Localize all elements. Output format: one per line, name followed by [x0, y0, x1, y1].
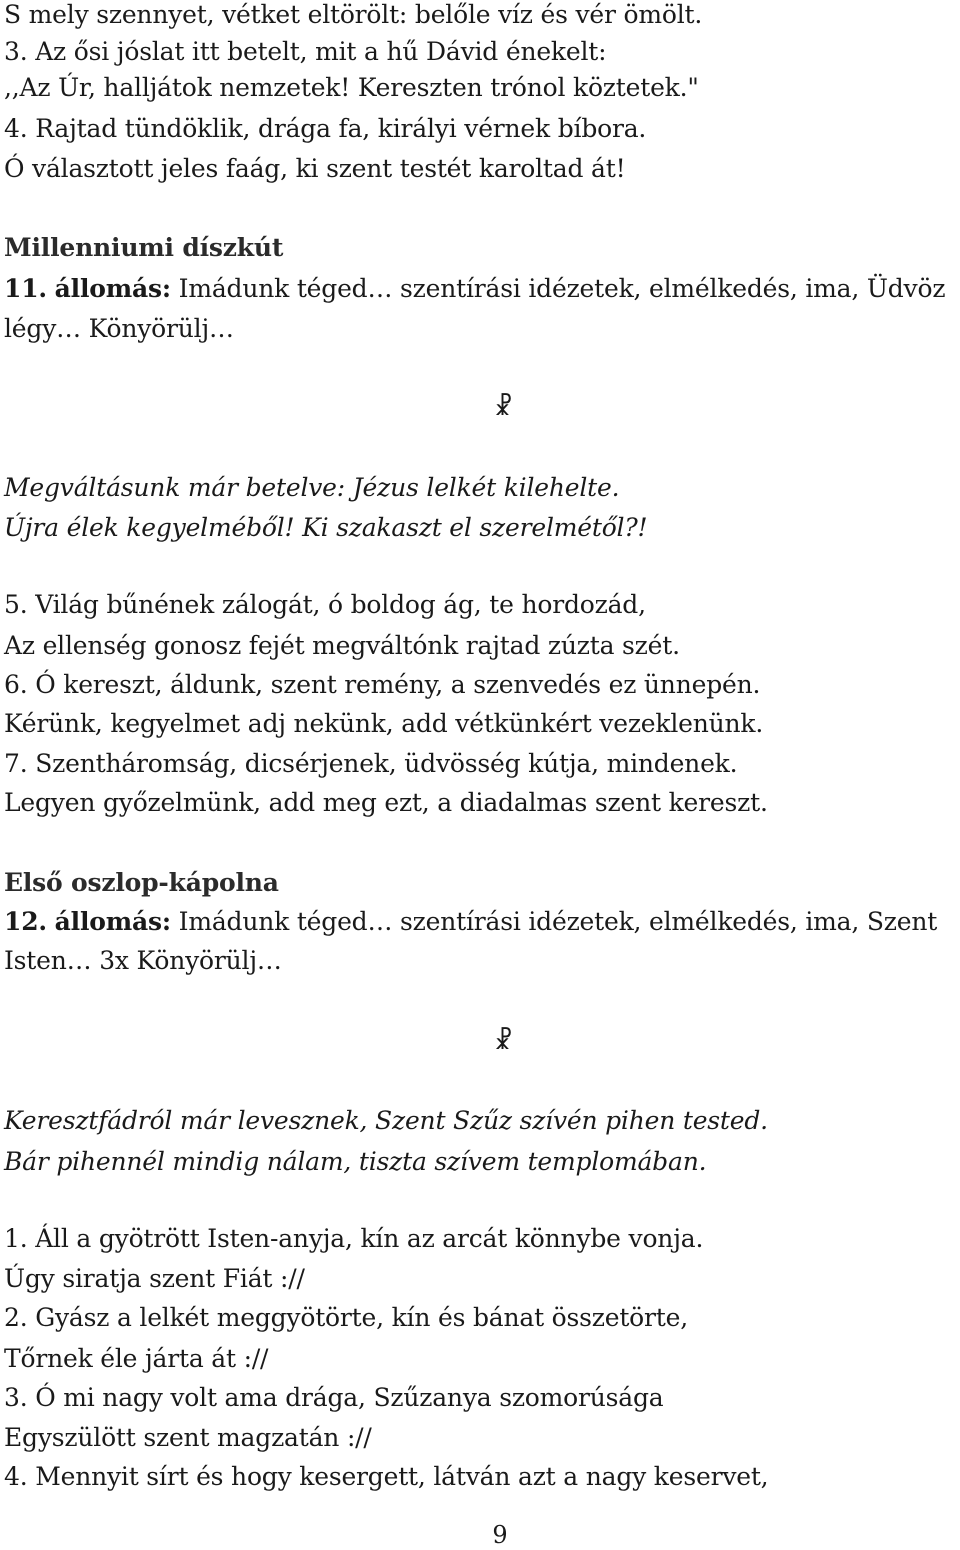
station-line [4, 274, 945, 304]
section-heading: Millenniumi díszkút [4, 233, 284, 262]
verse-line: 3. Az ősi jóslat itt betelt, mit a hű Dávid énekelt: [4, 37, 607, 66]
verse-line: Tőrnek éle járta át :// [4, 1344, 269, 1373]
verse-line: 1. Áll a gyötrött Isten-anyja, kín az arcát könnybe vonja. [4, 1224, 704, 1253]
verse-line: Úgy siratja szent Fiát :// [4, 1264, 305, 1293]
verse-line: Az ellenség gonosz fejét megváltónk rajtad zúzta szét. [4, 631, 680, 660]
verse-line: Legyen győzelmünk, add meg ezt, a diadalmas szent kereszt. [4, 788, 768, 817]
chi-rho-icon: ☧ [494, 393, 513, 421]
refrain-line: Megváltásunk már betelve: Jézus lelkét kilehelte. [4, 473, 620, 502]
verse-line: S mely szennyet, vétket eltörölt: belőle víz és vér ömölt. [4, 0, 703, 29]
page-number: 9 [492, 1521, 508, 1549]
station-text: Imádunk téged… szentírási idézetek, elmélkedés, ima, Szent [170, 907, 938, 936]
refrain-line: Bár pihennél mindig nálam, tiszta szívem templomában. [4, 1147, 707, 1176]
refrain-line: Újra élek kegyelméből! Ki szakaszt el szerelmétől?! [4, 513, 648, 542]
verse-line: 5. Világ bűnének zálogát, ó boldog ág, te hordozád, [4, 590, 646, 619]
verse-line: 4. Rajtad tündöklik, drága fa, királyi vérnek bíbora. [4, 114, 647, 143]
verse-line: 3. Ó mi nagy volt ama drága, Szűzanya szomorúsága [4, 1383, 664, 1412]
station-line [4, 907, 937, 937]
refrain-line: Keresztfádról már levesznek, Szent Szűz szívén pihen tested. [4, 1106, 768, 1135]
verse-line: Egyszülött szent magzatán :// [4, 1423, 372, 1452]
verse-line: 6. Ó kereszt, áldunk, szent remény, a szenvedés ez ünnepén. [4, 670, 761, 699]
verse-line: ,,Az Úr, halljátok nemzetek! Kereszten trónol köztetek." [4, 73, 699, 102]
station-line-continued: légy… Könyörülj… [4, 314, 234, 343]
verse-line: Kérünk, kegyelmet adj nekünk, add vétkünkért vezeklenünk. [4, 709, 764, 738]
station-label: állomás: [54, 274, 171, 303]
station-line-continued: Isten… 3x Könyörülj… [4, 946, 282, 975]
station-number: 11. [4, 274, 47, 303]
verse-line: 4. Mennyit sírt és hogy kesergett, látván azt a nagy keservet, [4, 1462, 769, 1491]
verse-line: Ó választott jeles faág, ki szent testét karoltad át! [4, 154, 626, 183]
station-number: 12. [4, 907, 47, 936]
station-text: Imádunk téged… szentírási idézetek, elmélkedés, ima, Üdvöz [170, 274, 946, 303]
chi-rho-icon: ☧ [494, 1027, 513, 1055]
verse-line: 2. Gyász a lelkét meggyötörte, kín és bánat összetörte, [4, 1303, 688, 1332]
station-label: állomás: [54, 907, 171, 936]
section-heading: Első oszlop-kápolna [4, 868, 279, 897]
verse-line: 7. Szentháromság, dicsérjenek, üdvösség kútja, mindenek. [4, 749, 738, 778]
